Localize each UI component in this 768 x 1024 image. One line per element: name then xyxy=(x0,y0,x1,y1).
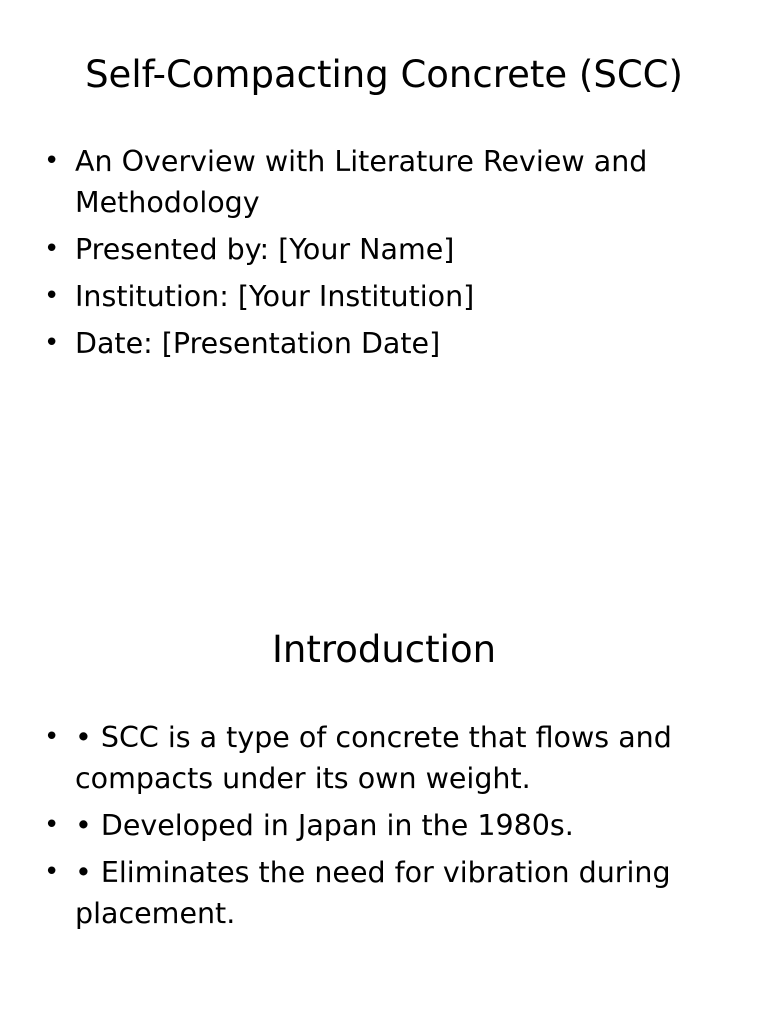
slide-introduction-heading: Introduction xyxy=(271,628,497,671)
bullet-item xyxy=(44,717,724,799)
bullet-marker: • xyxy=(44,857,60,887)
bullet-item xyxy=(44,229,724,270)
slide-title-heading: Self-Compacting Concrete (SCC) xyxy=(85,53,683,96)
slide-title-bullet-list xyxy=(44,141,724,370)
bullet-text: • Eliminates the need for vibration during placement. xyxy=(75,856,671,930)
bullet-item xyxy=(44,141,724,223)
bullet-text: Date: [Presentation Date] xyxy=(75,327,441,360)
bullet-text: An Overview with Literature Review and Methodology xyxy=(75,145,648,219)
slide-introduction-bullet-list xyxy=(44,717,724,940)
bullet-text: Institution: [Your Institution] xyxy=(75,280,475,313)
bullet-item xyxy=(44,852,724,934)
bullet-marker: • xyxy=(44,328,60,358)
bullet-marker: • xyxy=(44,234,60,264)
slide-introduction xyxy=(0,576,768,1024)
bullet-text: • SCC is a type of concrete that flows and compacts under its own weight. xyxy=(75,721,672,795)
bullet-marker: • xyxy=(44,146,60,176)
bullet-item xyxy=(44,805,724,846)
bullet-item xyxy=(44,323,724,364)
bullet-text: Presented by: [Your Name] xyxy=(75,233,455,266)
bullet-item xyxy=(44,276,724,317)
bullet-marker: • xyxy=(44,281,60,311)
bullet-marker: • xyxy=(44,810,60,840)
bullet-text: • Developed in Japan in the 1980s. xyxy=(75,809,574,842)
bullet-marker: • xyxy=(44,722,60,752)
